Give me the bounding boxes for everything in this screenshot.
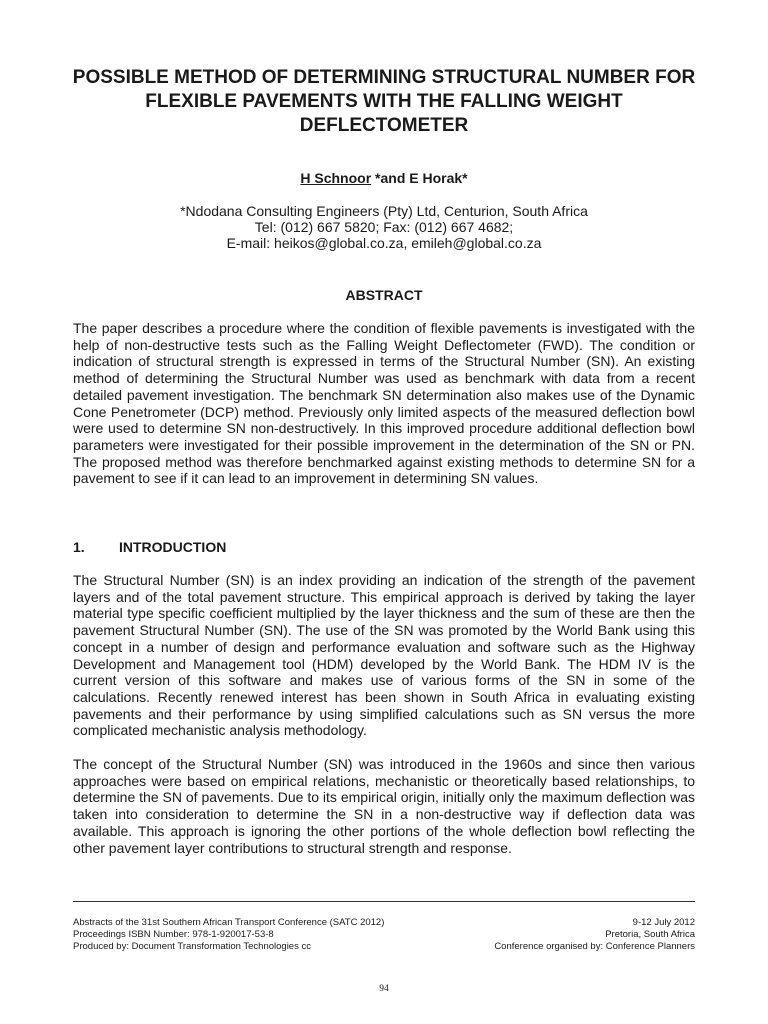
footer-producer: Produced by: Document Transformation Technologies cc [73,941,311,952]
abstract-body: The paper describes a procedure where the condition of flexible pavements is investigated with the help of non-destructive tests such as the Falling Weight Deflectometer (FWD). The condition or indication of structural strength is expressed in terms of the Structural Number (SN). An existing method of determining the Structural Number was used as benchmark with data from a recent detailed pavement investigation. The benchmark SN determination also makes use of the Dynamic Cone Penetrometer (DCP) method. Previously only limited aspects of the measured deflection bowl were used to determine SN non-destructively. In this improved procedure additional deflection bowl parameters were investigated for their possible improvement in the determination of the SN or PN. The proposed method was therefore benchmarked against existing methods to determine SN for a pavement to see if it can lead to an improvement in determining SN values. [73,320,695,487]
paper-title: POSSIBLE METHOD OF DETERMINING STRUCTURAL NUMBER FOR FLEXIBLE PAVEMENTS WITH THE FALLING WEIGHT DEFLECTOMETER [72,67,696,136]
introduction-paragraph-2: The concept of the Structural Number (SN) was introduced in the 1960s and since then various approaches were based on empirical relations, mechanistic or theoretically based relationships, to determine the SN of pavements. Due to its empirical origin, initially only the maximum deflection was taken into consideration to determine the SN in a non-destructive way if deflection data was available. This approach is ignoring the other portions of the whole deflection bowl reflecting the other pavement layer contributions to structural strength and response. [73,756,695,856]
authors [0,169,768,187]
footer-location: Pretoria, South Africa [605,929,695,940]
abstract-heading: ABSTRACT [345,287,423,303]
affiliation [0,203,768,251]
introduction-paragraph-1: The Structural Number (SN) is an index providing an indication of the strength of the pavement layers and of the total pavement structure. This empirical approach is derived by taking the layer material type specific coefficient multiplied by the layer thickness and the sum of these are then the pavement Structural Number (SN). The use of the SN was promoted by the World Bank using this concept in a number of design and performance evaluation and software such as the Highway Development and Management tool (HDM) developed by the World Bank. The HDM IV is the current version of this software and makes use of various forms of the SN in some of the calculations. Recently renewed interest has been shown in South Africa in evaluating existing pavements and their performance by using simplified calculations such as SN versus the more complicated mechanistic analysis methodology. [73,572,695,739]
author-presenting: H Schnoor [300,170,372,186]
section-title: INTRODUCTION [119,539,227,555]
footer-left [73,917,384,953]
footer-dates: 9-12 July 2012 [632,917,695,928]
introduction-heading [73,538,226,556]
affiliation-organisation: *Ndodana Consulting Engineers (Pty) Ltd, Centurion, South Africa [180,203,588,219]
author-others: *and E Horak* [371,170,468,186]
footer-isbn: Proceedings ISBN Number: 978-1-920017-53-8 [73,929,274,940]
affiliation-phone: Tel: (012) 667 5820; Fax: (012) 667 4682; [254,219,514,235]
footer-organiser: Conference organised by: Conference Planners [494,941,695,952]
section-number: 1. [73,539,85,555]
footer-right [494,917,695,953]
footer-divider [73,901,695,902]
affiliation-email: E-mail: heikos@global.co.za, emileh@global.co.za [226,235,542,251]
page-number: 94 [379,984,389,994]
footer-conference: Abstracts of the 31st Southern African Transport Conference (SATC 2012) [73,917,385,928]
